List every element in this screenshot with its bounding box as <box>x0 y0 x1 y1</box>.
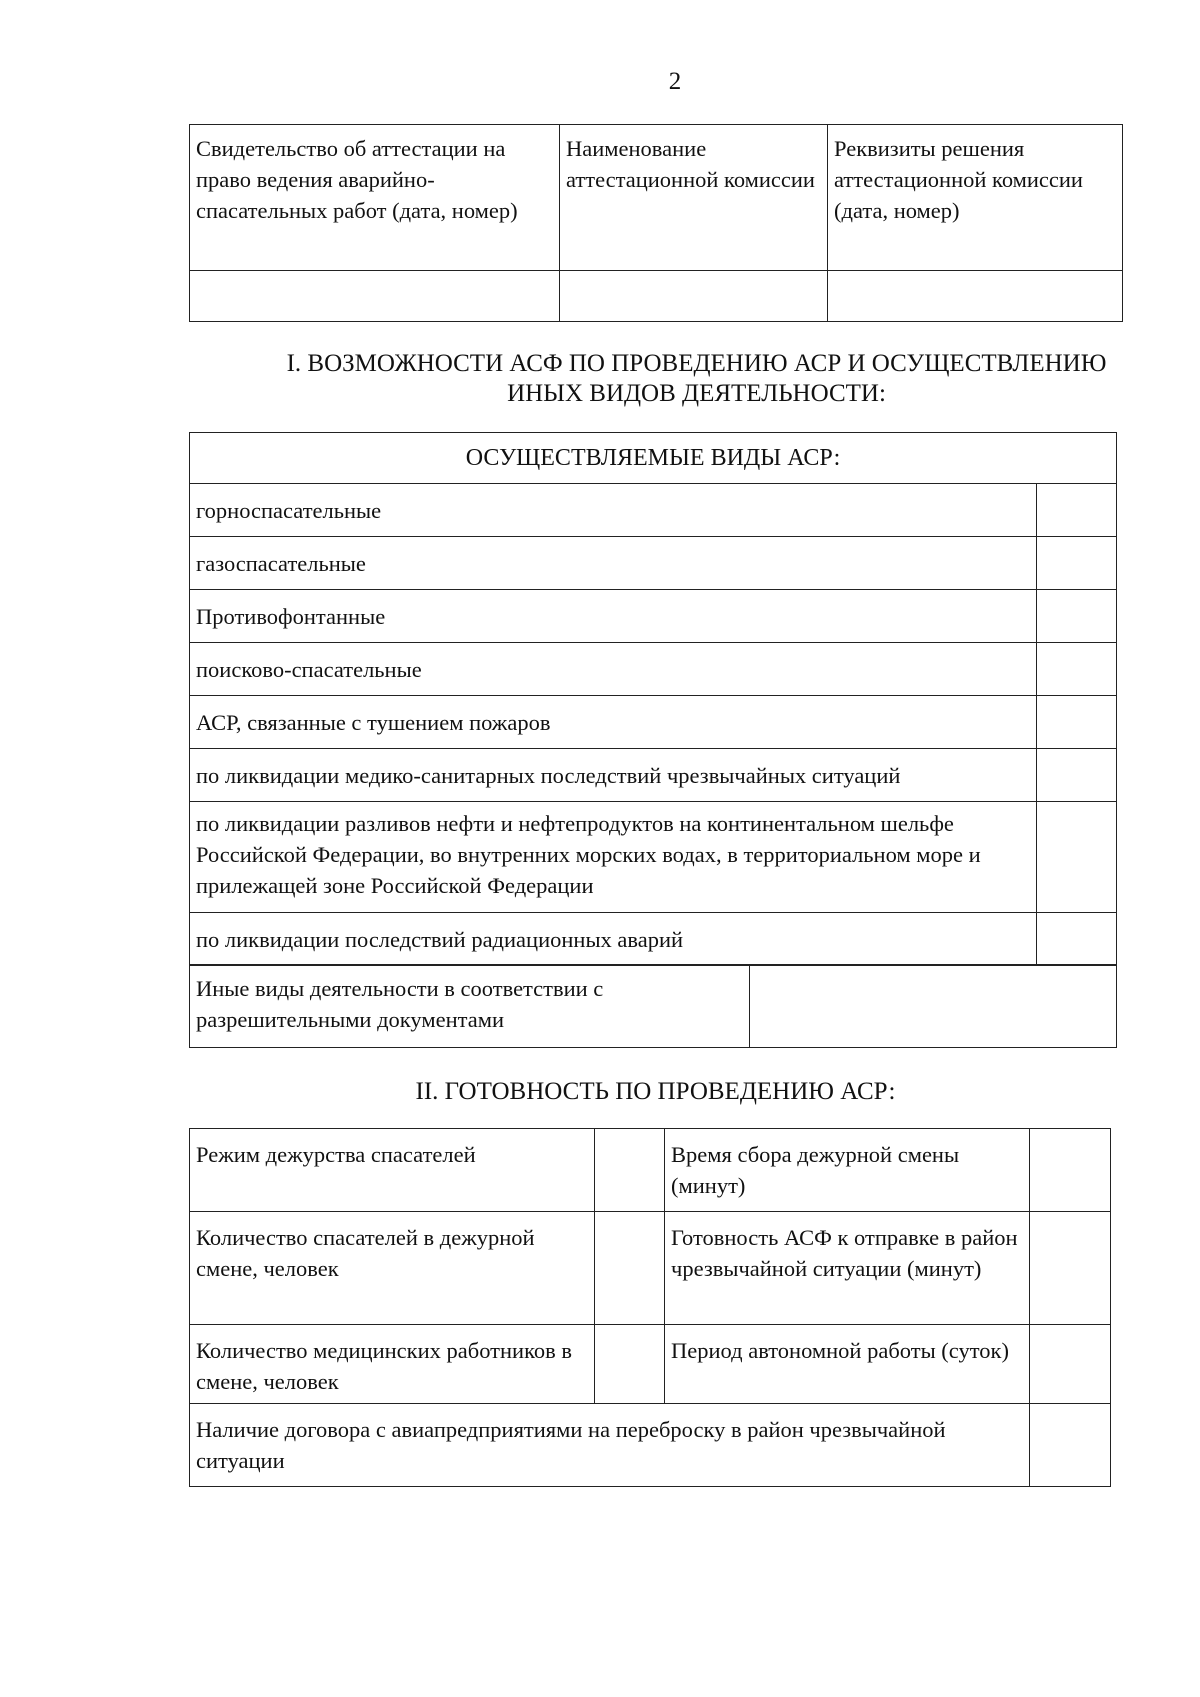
capability-label: по ликвидации медико-санитарных последствий чрезвычайных ситуаций <box>190 749 1037 802</box>
readiness-label: Режим дежурства спасателей <box>190 1129 595 1212</box>
capability-label: по ликвидации последствий радиационных аварий <box>190 913 1037 966</box>
readiness-table <box>189 1128 1111 1487</box>
attestation-certificate-field[interactable] <box>190 271 560 322</box>
readiness-value-field[interactable] <box>1030 1325 1111 1404</box>
capability-mark-field[interactable] <box>1037 590 1117 643</box>
capability-mark-field[interactable] <box>1037 484 1117 537</box>
attestation-decision-header: Реквизиты решения аттестационной комиссии (дата, номер) <box>828 125 1123 271</box>
capability-mark-field[interactable] <box>1037 749 1117 802</box>
page-number: 2 <box>668 68 682 95</box>
capability-label: Противофонтанные <box>190 590 1037 643</box>
readiness-value-field[interactable] <box>595 1129 665 1212</box>
section-1-title-line-2: ИНЫХ ВИДОВ ДЕЯТЕЛЬНОСТИ: <box>507 380 886 407</box>
readiness-label: Количество спасателей в дежурной смене, человек <box>190 1212 595 1325</box>
readiness-label: Количество медицинских работников в смене, человек <box>190 1325 595 1404</box>
readiness-value-field[interactable] <box>595 1325 665 1404</box>
attestation-decision-field[interactable] <box>828 271 1123 322</box>
readiness-value-field[interactable] <box>1030 1129 1111 1212</box>
capability-mark-field[interactable] <box>1037 643 1117 696</box>
capability-label: газоспасательные <box>190 537 1037 590</box>
capability-label: горноспасательные <box>190 484 1037 537</box>
capability-mark-field[interactable] <box>1037 913 1117 966</box>
other-activities-table <box>189 964 1117 1048</box>
aviation-contract-field[interactable] <box>1030 1404 1111 1487</box>
capability-label: поисково-спасательные <box>190 643 1037 696</box>
attestation-certificate-header: Свидетельство об аттестации на право ведения аварийно-спасательных работ (дата, номер) <box>190 125 560 271</box>
other-activities-label: Иные виды деятельности в соответствии с разрешительными документами <box>190 965 750 1048</box>
section-2-title: II. ГОТОВНОСТЬ ПО ПРОВЕДЕНИЮ АСР: <box>415 1078 896 1105</box>
attestation-table <box>189 124 1123 322</box>
capability-label: по ликвидации разливов нефти и нефтепродуктов на континентальном шельфе Российской Федерации, во внутренних морских водах, в территориальном море и прилежащей зоне Российской Федерации <box>190 802 1037 913</box>
capability-mark-field[interactable] <box>1037 537 1117 590</box>
section-1-title-line-1: I. ВОЗМОЖНОСТИ АСФ ПО ПРОВЕДЕНИЮ АСР И ОСУЩЕСТВЛЕНИЮ <box>286 350 1107 377</box>
readiness-label: Время сбора дежурной смены (минут) <box>665 1129 1030 1212</box>
attestation-commission-field[interactable] <box>560 271 828 322</box>
aviation-contract-label: Наличие договора с авиапредприятиями на переброску в район чрезвычайной ситуации <box>190 1404 1030 1487</box>
readiness-value-field[interactable] <box>595 1212 665 1325</box>
readiness-value-field[interactable] <box>1030 1212 1111 1325</box>
capabilities-table-header: ОСУЩЕСТВЛЯЕМЫЕ ВИДЫ АСР: <box>190 433 1117 484</box>
section-1-title <box>230 349 1163 409</box>
capability-label: АСР, связанные с тушением пожаров <box>190 696 1037 749</box>
readiness-label: Готовность АСФ к отправке в район чрезвычайной ситуации (минут) <box>665 1212 1030 1325</box>
capabilities-table <box>189 432 1117 966</box>
attestation-commission-header: Наименование аттестационной комиссии <box>560 125 828 271</box>
readiness-label: Период автономной работы (суток) <box>665 1325 1030 1404</box>
capability-mark-field[interactable] <box>1037 696 1117 749</box>
other-activities-field[interactable] <box>750 965 1117 1048</box>
capability-mark-field[interactable] <box>1037 802 1117 913</box>
